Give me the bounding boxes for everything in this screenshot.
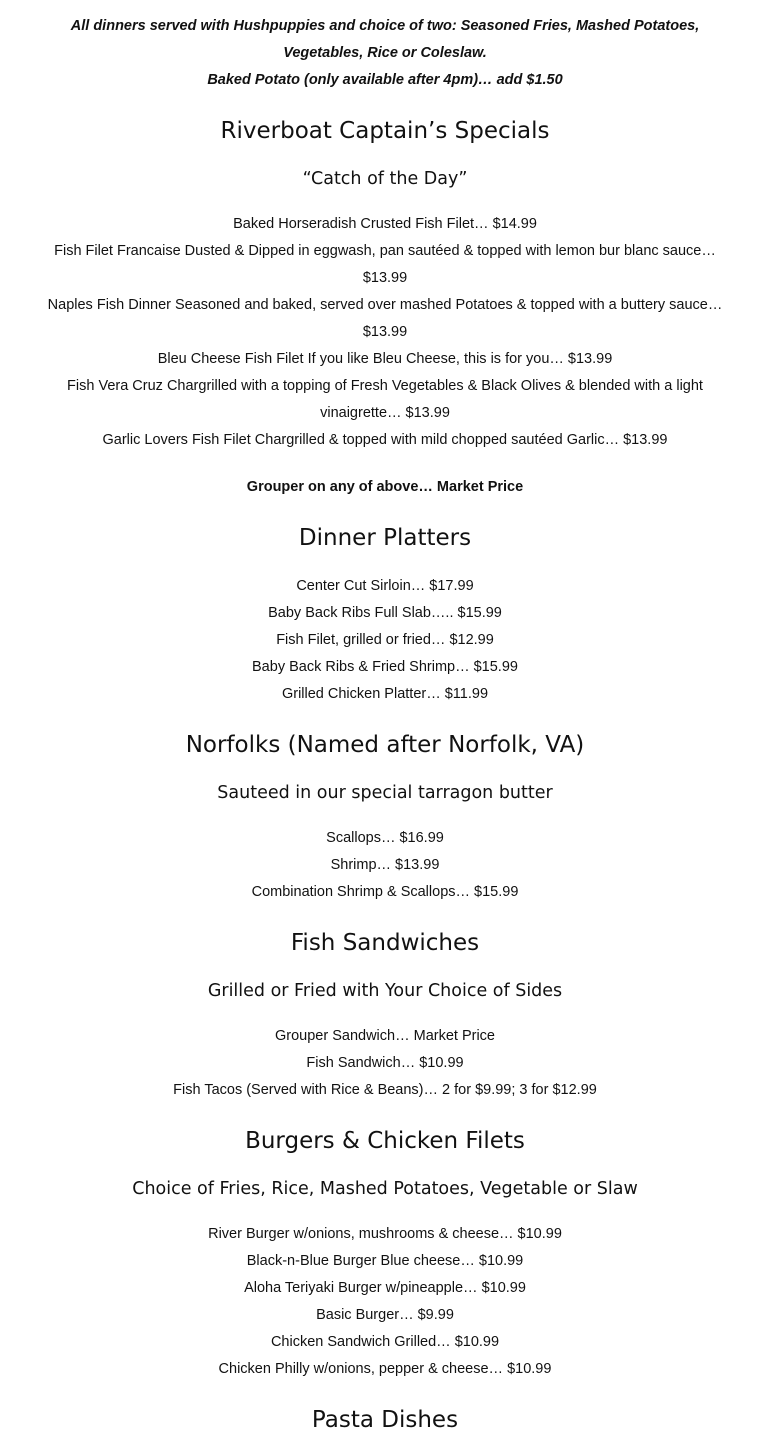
section-title-dinner-platters: Dinner Platters	[298, 525, 472, 551]
section-subtitle-catch-of-day: “Catch of the Day”	[302, 169, 468, 189]
section-title-norfolks: Norfolks (Named after Norfolk, VA)	[185, 732, 585, 758]
menu-item: Baked Horseradish Crusted Fish Filet… $14.99	[233, 216, 537, 232]
section-title-fish-sandwiches: Fish Sandwiches	[290, 930, 480, 956]
menu-item: Garlic Lovers Fish Filet Chargrilled & topped with mild chopped sautéed Garlic… $13.99	[102, 432, 668, 448]
section-title-burgers-chicken: Burgers & Chicken Filets	[245, 1128, 525, 1154]
section-subtitle-grilled-or-fried: Grilled or Fried with Your Choice of Sides	[207, 981, 563, 1001]
intro-note	[40, 13, 730, 94]
menu-item: Grouper Sandwich… Market Price	[275, 1028, 495, 1044]
menu-item: Center Cut Sirloin… $17.99	[296, 578, 474, 594]
menu-item: Chicken Sandwich Grilled… $10.99	[270, 1334, 500, 1350]
menu-item: Fish Sandwich… $10.99	[306, 1055, 464, 1071]
menu-item: River Burger w/onions, mushrooms & cheese… $10.99	[208, 1226, 562, 1242]
menu-item: Combination Shrimp & Scallops… $15.99	[251, 884, 519, 900]
intro-baked-potato-text: Baked Potato (only available after 4pm)… add $1.50	[207, 72, 563, 88]
menu-item: Aloha Teriyaki Burger w/pineapple… $10.99	[244, 1280, 526, 1296]
menu-item: Fish Tacos (Served with Rice & Beans)… 2 for $9.99; 3 for $12.99	[173, 1082, 597, 1098]
dinner-platters-list	[40, 573, 730, 708]
captains-specials-list	[40, 211, 730, 454]
menu-item: Chicken Philly w/onions, pepper & cheese… $10.99	[218, 1361, 552, 1377]
section-title-captains-specials: Riverboat Captain’s Specials	[220, 118, 550, 144]
menu-item: Grilled Chicken Platter… $11.99	[281, 686, 489, 702]
fish-sandwiches-list	[40, 1023, 730, 1104]
menu-item: Basic Burger… $9.99	[316, 1307, 454, 1323]
menu-item: Baby Back Ribs & Fried Shrimp… $15.99	[252, 659, 518, 675]
menu-item: Scallops… $16.99	[326, 830, 444, 846]
menu-item: Baby Back Ribs Full Slab….. $15.99	[268, 605, 502, 621]
section-subtitle-tarragon-butter: Sauteed in our special tarragon butter	[217, 783, 553, 803]
menu-item: Fish Filet, grilled or fried… $12.99	[276, 632, 494, 648]
menu-item: Fish Vera Cruz Chargrilled with a topping of Fresh Vegetables & Black Olives & blended with a light vinaigrette… $13.99	[67, 378, 703, 421]
burgers-chicken-list	[40, 1221, 730, 1383]
section-title-pasta-dishes: Pasta Dishes	[311, 1407, 459, 1433]
menu-item: Shrimp… $13.99	[330, 857, 440, 873]
menu-item: Fish Filet Francaise Dusted & Dipped in eggwash, pan sautéed & topped with lemon bur blanc sauce… $13.99	[54, 243, 716, 286]
grouper-note: Grouper on any of above… Market Price	[246, 479, 524, 495]
norfolks-list	[40, 825, 730, 906]
menu-item: Bleu Cheese Fish Filet If you like Bleu Cheese, this is for you… $13.99	[157, 351, 613, 367]
section-subtitle-choice-of-sides: Choice of Fries, Rice, Mashed Potatoes, Vegetable or Slaw	[132, 1179, 638, 1199]
intro-sides-text: All dinners served with Hushpuppies and choice of two: Seasoned Fries, Mashed Potatoes, Vegetables, Rice or Coleslaw.	[70, 18, 700, 61]
menu-item: Black-n-Blue Burger Blue cheese… $10.99	[246, 1253, 524, 1269]
menu-item: Naples Fish Dinner Seasoned and baked, served over mashed Potatoes & topped with a buttery sauce… $13.99	[47, 297, 723, 340]
